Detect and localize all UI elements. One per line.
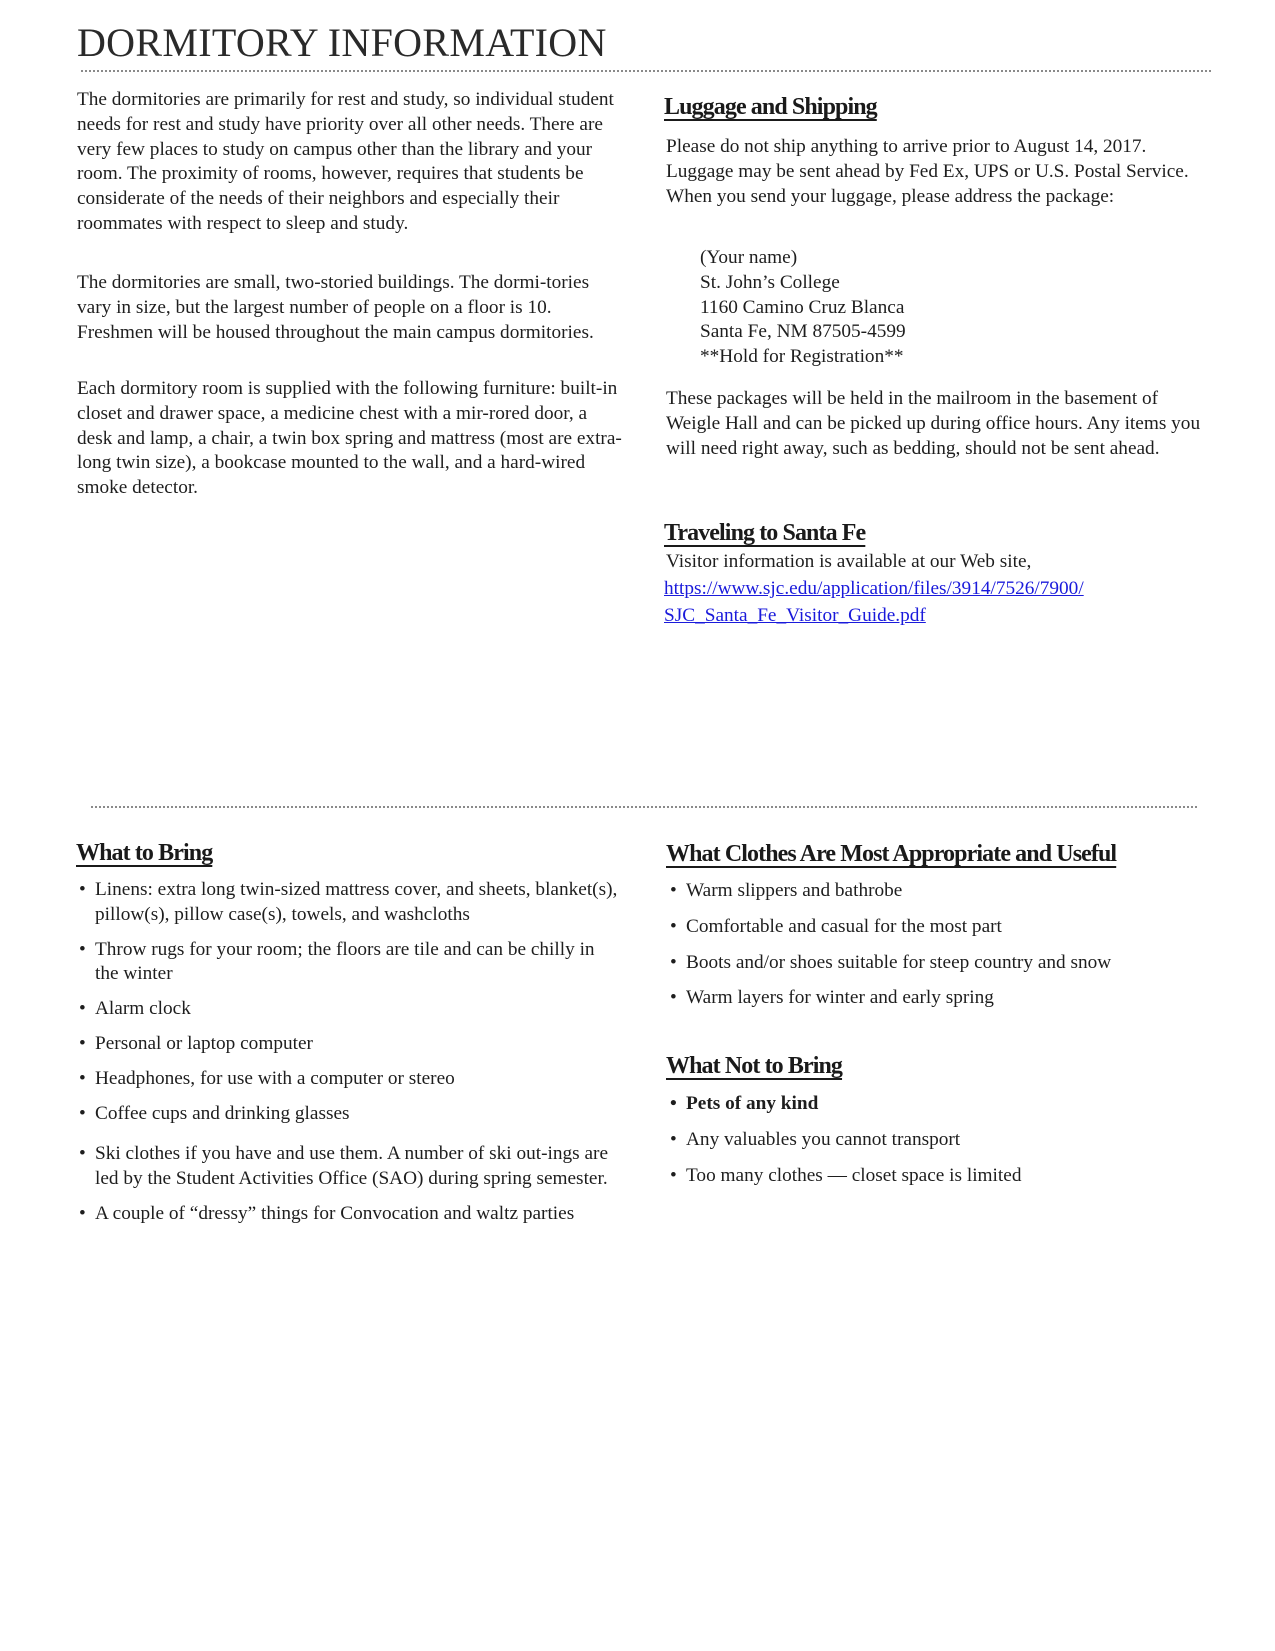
bullet: •	[670, 951, 677, 973]
what-to-bring-list	[77, 878, 622, 1227]
bullet: •	[670, 915, 677, 937]
list-item	[668, 951, 1213, 976]
address-line: 1160 Camino Cruz Blanca	[700, 296, 905, 318]
item-text: Headphones, for use with a computer or stereo	[95, 1067, 455, 1089]
list-item	[77, 878, 622, 928]
middle-divider	[91, 806, 1197, 808]
address-line: Santa Fe, NM 87505-4599	[700, 321, 906, 343]
bullet: •	[670, 1164, 677, 1186]
item-text: Personal or laptop computer	[95, 1032, 313, 1054]
list-item	[668, 1164, 1213, 1189]
bullet: •	[79, 938, 86, 960]
clothes-list	[668, 879, 1213, 1011]
not-to-bring-list	[668, 1092, 1213, 1188]
item-text: Alarm clock	[95, 998, 191, 1020]
list-item	[77, 938, 622, 988]
not-to-bring-heading: What Not to Bring	[666, 1053, 843, 1079]
item-text: Pets of any kind	[686, 1093, 819, 1114]
bullet: •	[79, 998, 86, 1020]
item-text: Warm layers for winter and early spring	[686, 987, 994, 1009]
bullet: •	[79, 1067, 86, 1089]
list-item	[77, 1202, 575, 1227]
address-line: St. John’s College	[700, 271, 840, 293]
clothes-heading: What Clothes Are Most Appropriate and Useful	[666, 841, 1117, 867]
bullet: •	[670, 1128, 677, 1150]
item-text: A couple of “dressy” things for Convocation and waltz parties	[95, 1202, 575, 1224]
link-line-1: https://www.sjc.edu/application/files/3914/7526/7900/	[664, 578, 1084, 599]
shipping-address	[700, 246, 906, 370]
list-item	[77, 1102, 622, 1127]
item-text: Linens: extra long twin-sized mattress cover, and sheets, blanket(s), pillow(s), pillow case(s), towels, and washcloths	[95, 879, 618, 925]
item-text: Any valuables you cannot transport	[686, 1128, 961, 1150]
item-text: Boots and/or shoes suitable for steep country and snow	[686, 951, 1112, 973]
address-line: (Your name)	[700, 247, 798, 268]
item-text: Warm slippers and bathrobe	[686, 880, 903, 901]
luggage-heading: Luggage and Shipping	[664, 94, 877, 120]
intro-paragraph-2: The dormitories are small, two-storied buildings. The dormi-tories vary in size, but the largest number of people on a floor is 10. Freshmen will be housed throughout the main campus dormitories.	[77, 272, 594, 343]
bullet: •	[670, 880, 677, 901]
luggage-paragraph-2: These packages will be held in the mailroom in the basement of Weigle Hall and can be picked up during office hours. Any items you will need right away, such as bedding, should not be sent ahead.	[666, 388, 1201, 459]
list-item	[77, 997, 622, 1022]
bullet: •	[79, 1143, 86, 1165]
intro-paragraph-3: Each dormitory room is supplied with the following furniture: built-in closet and drawer space, a medicine chest with a mir-rored door, a desk and lamp, a chair, a twin box spring and mattress (most are extra-long twin size), a bookcase mounted to the wall, and a hard-wired smoke detector.	[77, 378, 622, 499]
item-text: Coffee cups and drinking glasses	[95, 1102, 350, 1124]
visitor-guide-link-block	[664, 575, 1209, 629]
list-item	[668, 1128, 1213, 1153]
address-line: **Hold for Registration**	[700, 346, 904, 368]
list-item	[77, 1032, 622, 1057]
item-text: Too many clothes — closet space is limited	[686, 1164, 1022, 1186]
bullet: •	[670, 987, 677, 1009]
item-text: Ski clothes if you have and use them. A number of ski out-ings are led by the Student Activities Office (SAO) during spring semester.	[95, 1143, 609, 1190]
list-item	[668, 986, 1213, 1011]
link-line-2: SJC_Santa_Fe_Visitor_Guide.pdf	[664, 605, 926, 626]
bullet: •	[79, 1202, 86, 1224]
bullet: •	[670, 1093, 677, 1114]
item-text: Comfortable and casual for the most part	[686, 915, 1002, 937]
item-text: Throw rugs for your room; the floors are tile and can be chilly in the winter	[95, 938, 595, 985]
luggage-paragraph-1: Please do not ship anything to arrive prior to August 14, 2017. Luggage may be sent ahead by Fed Ex, UPS or U.S. Postal Service. When you send your luggage, please address the package:	[666, 136, 1189, 207]
top-divider	[81, 70, 1211, 72]
traveling-text: Visitor information is available at our Web site,	[666, 551, 1032, 572]
list-item	[668, 915, 1213, 940]
list-item	[77, 1142, 622, 1192]
what-to-bring-heading: What to Bring	[76, 840, 213, 866]
page-title: DORMITORY INFORMATION	[77, 20, 607, 65]
list-item	[77, 1067, 622, 1092]
intro-paragraph-1: The dormitories are primarily for rest and study, so individual student needs for rest and study have priority over all other needs. There are very few places to study on campus other than the library and your room. The proximity of rooms, however, requires that students be considerate of the needs of their neighbors and especially their roommates with respect to sleep and study.	[77, 89, 614, 234]
traveling-heading: Traveling to Santa Fe	[664, 520, 866, 546]
bullet: •	[79, 1102, 86, 1124]
bullet: •	[79, 1032, 86, 1054]
visitor-guide-link[interactable]	[664, 575, 1209, 629]
bullet: •	[79, 879, 86, 900]
list-item	[668, 1092, 1213, 1117]
list-item	[668, 879, 1213, 904]
